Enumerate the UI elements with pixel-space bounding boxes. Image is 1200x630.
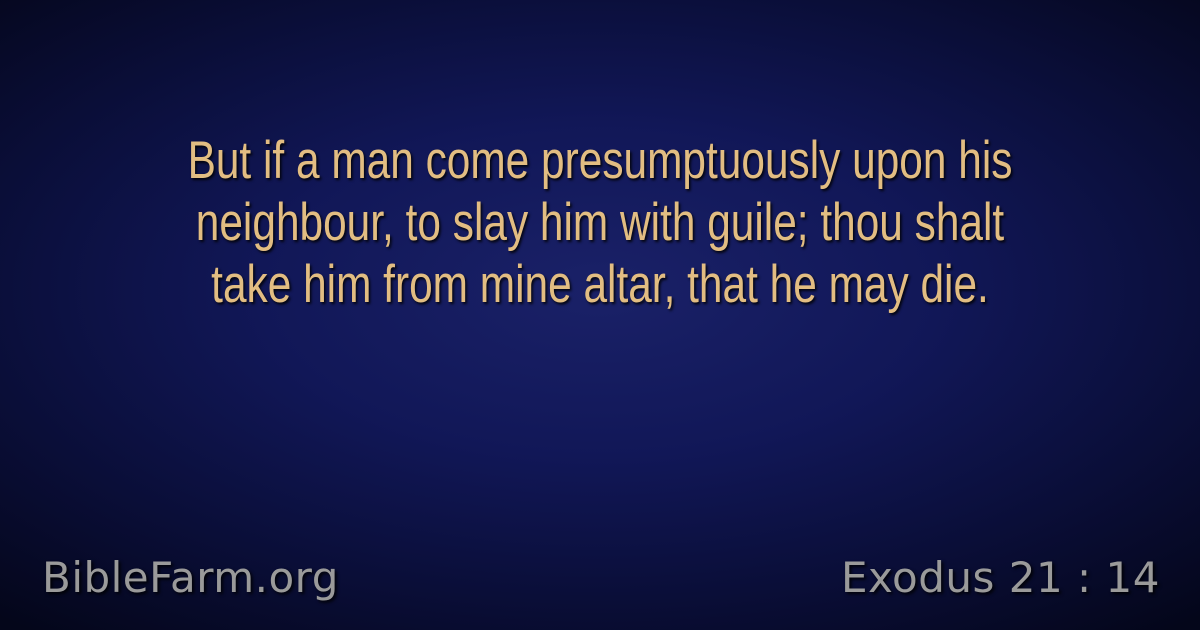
- verse-text: But if a man come presumptuously upon his neighbour, to slay him with guile; thou shalt take him from mine altar, that he may die.: [187, 131, 1013, 314]
- verse-reference: Exodus 21 : 14: [840, 553, 1160, 602]
- site-name: BibleFarm.org: [42, 553, 339, 602]
